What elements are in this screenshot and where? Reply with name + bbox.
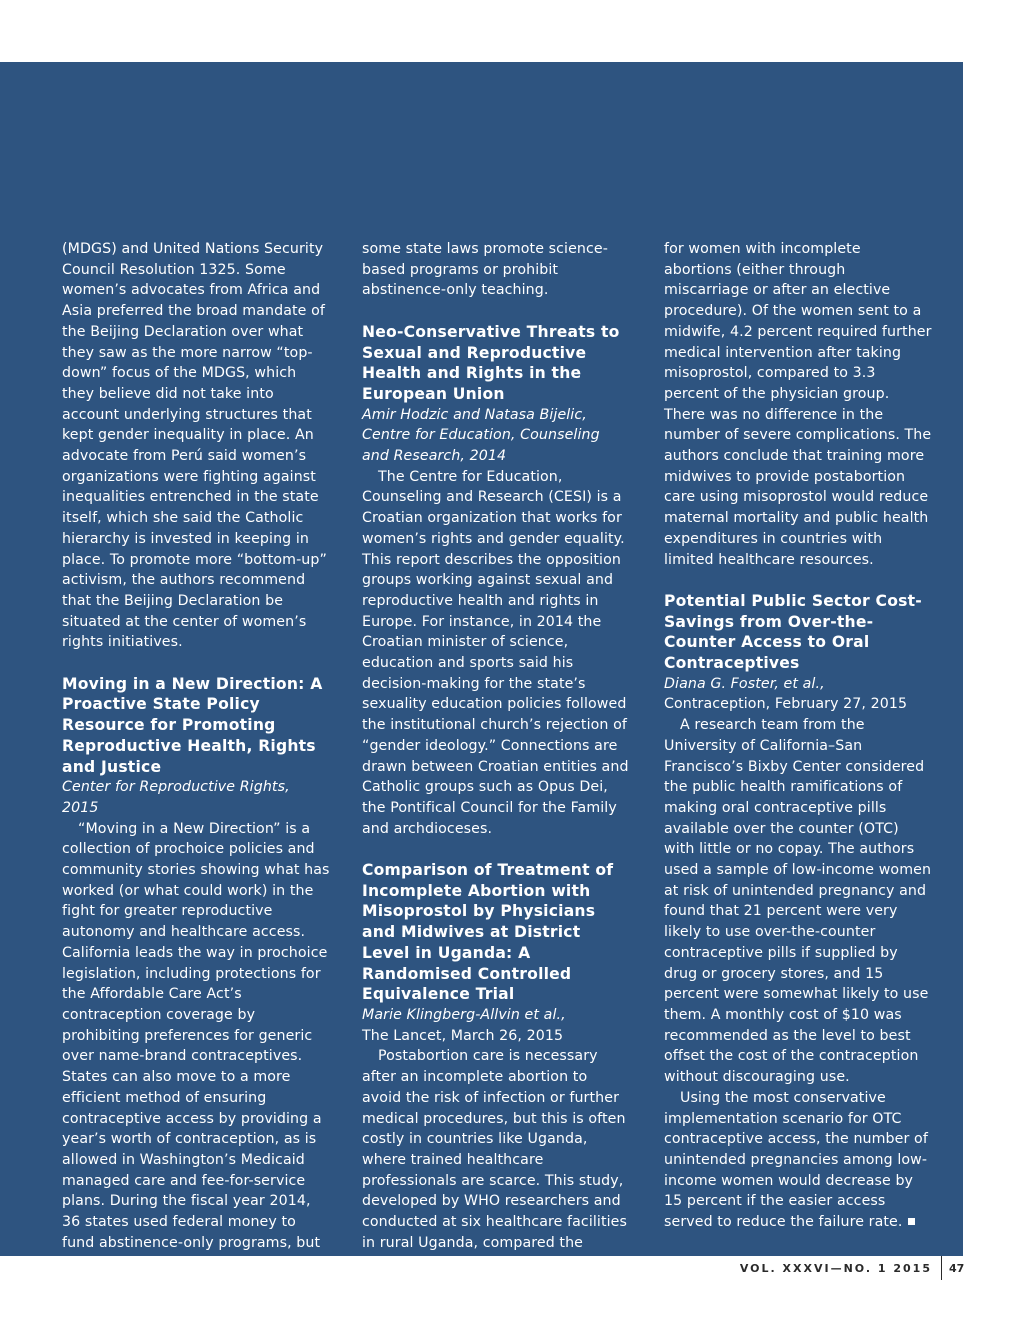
footer-divider xyxy=(941,1256,942,1280)
paragraph: (MDGS) and United Nations Security Council Resolution 1325. Some women’s advocates from Africa and Asia preferred the broad mandate of the Beijing Declaration over what they saw as the more narrow “top-down” focus of the MDGS, which they believe did not take into account underlying structures that kept gender inequality in place. An advocate from Perú said women’s organizations were fighting against inequalities entrenched in the state itself, which she said the Catholic hierarchy is invested in keeping in place. To promote more “bottom-up” activism, the authors recommend that the Beijing Declaration be situated at the center of women’s rights initiatives. xyxy=(62,241,327,651)
paragraph: The Centre for Education, Counseling and Research (CESI) is a Croatian organization that works for women’s rights and gender equality. This report describes the opposition groups working against sexual and reproductive health and rights in Europe. For instance, in 2014 the Croatian minister of science, education and sports said his decision-making for the state’s sexuality education policies followed the institutional church’s rejection of “gender ideology.” Connections are drawn between Croatian entities and Catholic groups such as Opus Dei, the Pontifical Council for the Family and archdioceses. xyxy=(362,468,629,837)
paragraph xyxy=(664,1088,932,1233)
article-byline: Amir Hodzic and Natasa Bijelic, Centre for Education, Counseling and Research, 2014 xyxy=(362,406,600,465)
text-column-1 xyxy=(62,239,330,1253)
article-title: Comparison of Treatment of Incomplete Abortion with Misoprostol by Physicians and Midwives at District Level in Uganda: A Randomised Controlled Equivalence Trial xyxy=(362,861,614,1004)
page-number: 47 xyxy=(949,1262,965,1275)
issue-info: VOL. XXXVI—NO. 1 2015 xyxy=(739,1262,932,1275)
paragraph: some state laws promote science-based programs or prohibit abstinence-only teaching. xyxy=(362,241,608,299)
paragraph-text: Using the most conservative implementation scenario for OTC contraceptive access, the number of unintended pregnancies among low-income women would decrease by 15 percent if the easier access served to reduce the failure rate. xyxy=(664,1089,928,1231)
article-byline: Center for Reproductive Rights, 2015 xyxy=(62,779,290,816)
article-title: Neo-Conservative Threats to Sexual and Reproductive Health and Rights in the European Union xyxy=(362,322,620,403)
article-byline: Marie Klingberg-Allvin et al., xyxy=(362,1006,566,1023)
paragraph: A research team from the University of California–San Francisco’s Bixby Center considered the public health ramifications of making oral contraceptive pills available over the counter (OTC) with little or no copay. The authors used a sample of low-income women at risk of unintended pregnancy and found that 21 percent were very likely to use over-the-counter contraceptive pills if supplied by drug or grocery stores, and 15 percent were somewhat likely to use them. A monthly cost of $10 was recommended as the level to best offset the cost of the contraception without discouraging use. xyxy=(664,717,932,1086)
article-title: Moving in a New Direction: A Proactive State Policy Resource for Promoting Reproductive Health, Rights and Justice xyxy=(62,674,323,776)
article-title: Potential Public Sector Cost-Savings from Over-the-Counter Access to Oral Contraceptives xyxy=(664,591,922,673)
article-source: Contraception, February 27, 2015 xyxy=(664,696,908,713)
article-byline: Diana G. Foster, et al., xyxy=(664,675,825,692)
paragraph: Postabortion care is necessary after an incomplete abortion to avoid the risk of infection or further medical procedures, but this is often costly in countries like Uganda, where trained healthcare professionals are scarce. This study, developed by WHO researchers and conducted at six healthcare facilities in rural Uganda, compared the outcomes xyxy=(362,1048,627,1272)
text-column-3 xyxy=(664,239,932,1233)
paragraph: for women with incomplete abortions (either through miscarriage or after an elective procedure). Of the women sent to a midwife, 4.2 percent required further medical intervention after taking misoprostol, compared to 3.3 percent of the physician group. There was no difference in the number of severe complications. The authors conclude that training more midwives to provide postabortion care using misoprostol would reduce maternal mortality and public health expenditures in countries with limited healthcare resources. xyxy=(664,241,932,568)
text-column-2 xyxy=(362,239,630,1274)
end-mark-icon xyxy=(908,1218,915,1225)
article-source: The Lancet, March 26, 2015 xyxy=(362,1027,564,1044)
paragraph: “Moving in a New Direction” is a collection of prochoice policies and community stories showing what has worked (or what could work) in the fight for greater reproductive autonomy and healthcare access. California leads the way in prochoice legislation, including protections for the Affordable Care Act’s contraception coverage by prohibiting preferences for generic over name-brand contraceptives. States can also move to a more efficient method of ensuring contraceptive access by providing a year’s worth of contraception, as is allowed in Washington’s Medicaid managed care and fee-for-service plans. During the fiscal year 2014, 36 states used federal money to fund abstinence-only programs, but xyxy=(62,820,330,1251)
